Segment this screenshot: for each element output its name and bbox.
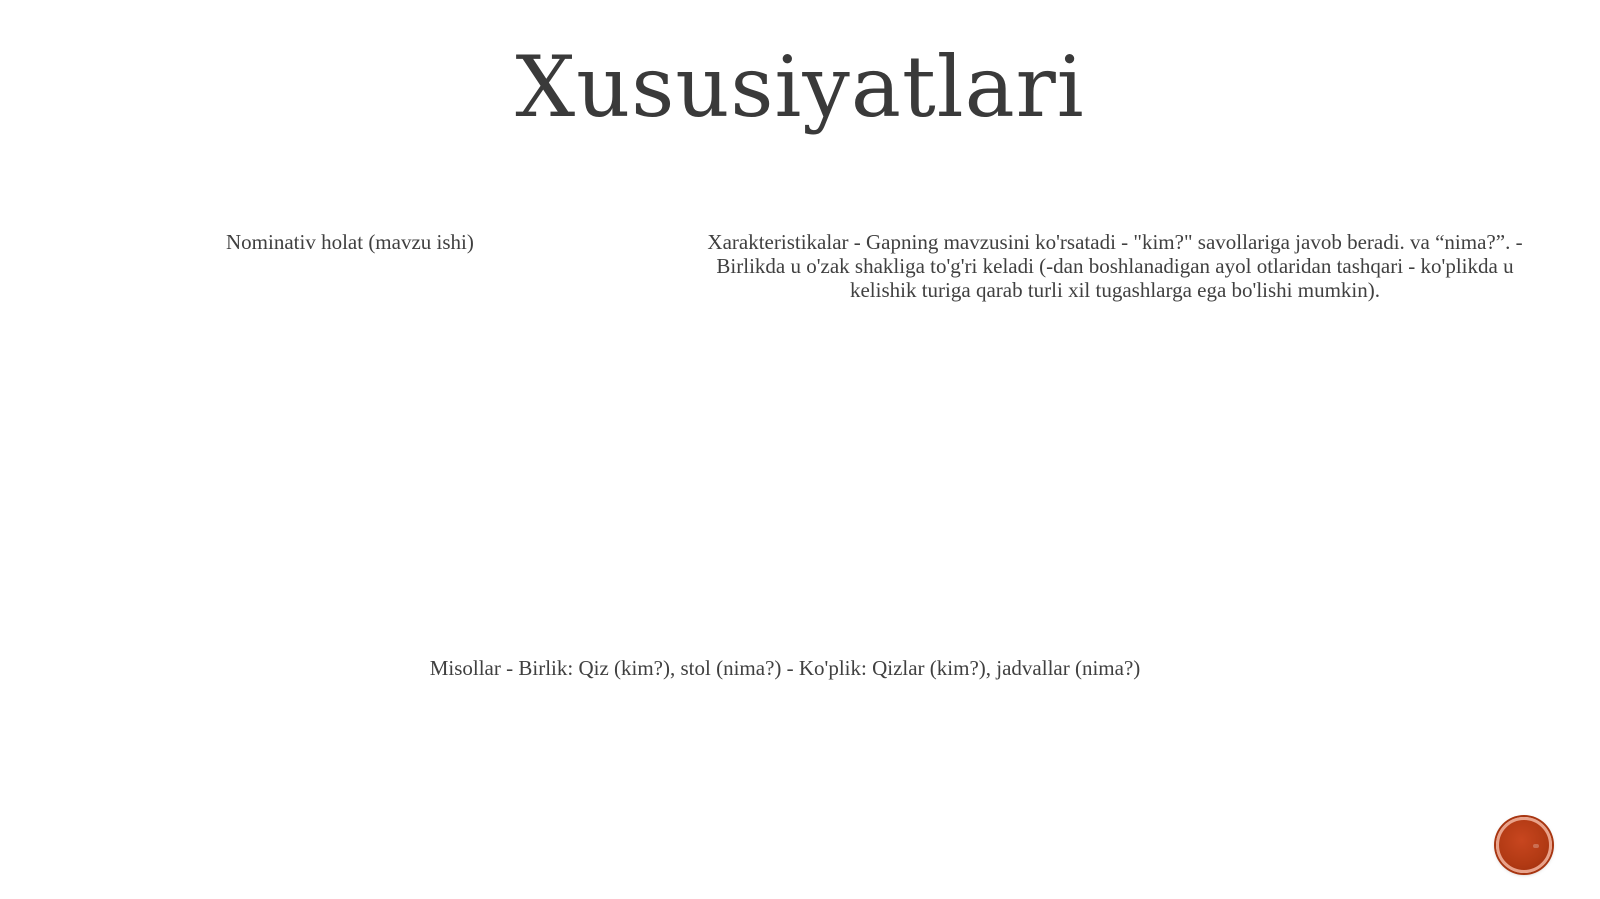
term-text: Nominativ holat (mavzu ishi) xyxy=(226,230,474,254)
slide-title: Xususiyatlari xyxy=(515,38,1085,136)
record-circle-icon[interactable] xyxy=(1496,817,1552,873)
examples-text: Misollar - Birlik: Qiz (kim?), stol (nima?) - Ko'plik: Qizlar (kim?), jadvallar (nima?) xyxy=(429,656,1141,680)
description-text: Xarakteristikalar - Gapning mavzusini ko'rsatadi - "kim?" savollariga javob beradi. va “nima?”. - Birlikda u o'zak shakliga to'g'ri keladi (-dan boshlanadigan ayol otlaridan tashqari - ko'plikda u kelishik turiga qarab turli xil tugashlarga ega bo'lishi mumkin). xyxy=(707,230,1523,302)
button-highlight xyxy=(1533,844,1539,848)
